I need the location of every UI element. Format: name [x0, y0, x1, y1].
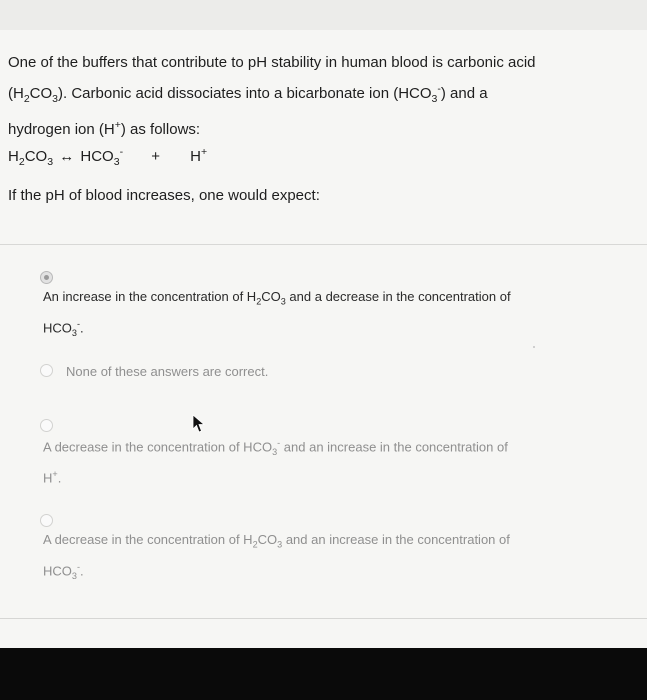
- question-line-2: $(H_2CO_3)$. Carbonic acid dissociates into a bicarbonate ion $(HCO_3^-)$ and a: [8, 83, 488, 105]
- answer-option-1-label[interactable]: An increase in the concentration of $H_2CO_3$ and a decrease in the concentration of $HCO_3^-$.: [43, 289, 511, 338]
- divider: [0, 244, 647, 245]
- question-prompt: If the pH of blood increases, one would expect:: [8, 187, 320, 204]
- radio-option-3[interactable]: [40, 419, 53, 432]
- answer-option-4-label[interactable]: A decrease in the concentration of $H_2CO_3$ and an increase in the concentration of $HCO_3^-$.: [43, 532, 510, 581]
- radio-option-4[interactable]: [40, 514, 53, 527]
- answer-option-2-label[interactable]: None of these answers are correct.: [66, 364, 269, 379]
- equilibrium-arrow-icon: ↔: [59, 148, 75, 165]
- question-line-1: One of the buffers that contribute to pH stability in human blood is carbonic acid: [8, 54, 536, 71]
- mouse-pointer-icon: [192, 414, 206, 434]
- chemical-equation: [8, 146, 207, 168]
- equation-reactant: $H_2CO_3$: [8, 148, 54, 168]
- radio-option-1[interactable]: [40, 271, 53, 284]
- bottom-bar: [0, 648, 647, 700]
- top-band: [0, 0, 647, 30]
- question-line-3: hydrogen ion (H+) as follows:: [8, 119, 201, 138]
- equation-product-2: H+: [190, 146, 208, 165]
- answer-option-3-label[interactable]: A decrease in the concentration of $HCO_3^-$ and an increase in the concentration of H+.: [43, 438, 508, 486]
- divider-bottom: [0, 618, 647, 619]
- question-text: [8, 50, 638, 143]
- radio-option-2[interactable]: [40, 364, 53, 377]
- speck: [533, 346, 535, 348]
- equation-product-1: $HCO_3^-$: [80, 146, 124, 168]
- equation-plus: +: [151, 148, 160, 165]
